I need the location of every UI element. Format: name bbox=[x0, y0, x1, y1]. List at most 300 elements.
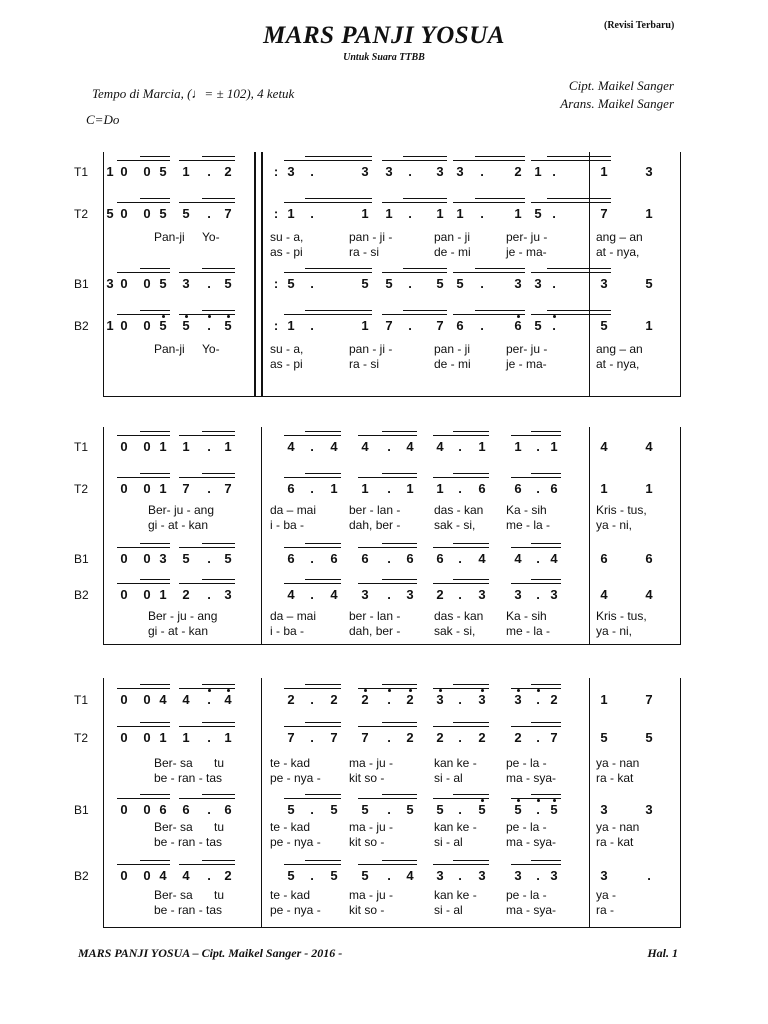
note: 6 bbox=[550, 481, 558, 496]
beam bbox=[284, 314, 372, 315]
note: 4 bbox=[287, 587, 295, 602]
note-row-b2 bbox=[104, 316, 682, 336]
beam bbox=[433, 547, 489, 548]
note: 0 bbox=[143, 551, 151, 566]
note: 2 bbox=[436, 587, 444, 602]
note: : bbox=[273, 276, 279, 291]
lyric-syllable: Pan-ji bbox=[154, 230, 185, 244]
beam bbox=[382, 860, 417, 861]
note: 7 bbox=[436, 318, 444, 333]
beam bbox=[202, 722, 235, 723]
beam bbox=[117, 864, 170, 865]
note: . bbox=[207, 439, 211, 454]
note: 3 bbox=[456, 164, 464, 179]
lyric-syllable: i - ba - bbox=[270, 624, 305, 638]
lyric-syllable: kit so - bbox=[349, 835, 385, 849]
note: 7 bbox=[600, 206, 608, 221]
note: 1 bbox=[645, 481, 653, 496]
note: 5 bbox=[514, 802, 522, 817]
note: . bbox=[458, 481, 462, 496]
beam bbox=[117, 547, 170, 548]
note: . bbox=[207, 692, 211, 707]
note: 2 bbox=[436, 730, 444, 745]
beam bbox=[433, 435, 489, 436]
lyric-syllable: kit so - bbox=[349, 771, 385, 785]
note: 3 bbox=[159, 551, 167, 566]
note: 0 bbox=[120, 164, 128, 179]
beam bbox=[531, 860, 561, 861]
note: 0 bbox=[120, 692, 128, 707]
note: 5 bbox=[478, 802, 486, 817]
note: 1 bbox=[330, 481, 338, 496]
part-label-t2: T2 bbox=[74, 207, 89, 221]
lyric-syllable: Ber- sa bbox=[154, 888, 193, 902]
beam bbox=[202, 684, 235, 685]
note: 2 bbox=[224, 164, 232, 179]
beam bbox=[453, 160, 525, 161]
beam bbox=[179, 726, 235, 727]
beam bbox=[453, 314, 525, 315]
beam bbox=[202, 860, 235, 861]
note: 5 bbox=[159, 276, 167, 291]
lyric-syllable: ra - kat bbox=[596, 835, 634, 849]
note: 1 bbox=[645, 318, 653, 333]
note: . bbox=[536, 587, 540, 602]
note: . bbox=[458, 868, 462, 883]
beam bbox=[453, 860, 489, 861]
beam bbox=[475, 310, 525, 311]
note: . bbox=[310, 164, 314, 179]
note: 3 bbox=[645, 164, 653, 179]
beam bbox=[140, 310, 170, 311]
beam bbox=[305, 579, 341, 580]
beam bbox=[284, 202, 372, 203]
note: . bbox=[207, 551, 211, 566]
note: 2 bbox=[478, 730, 486, 745]
beam bbox=[284, 726, 341, 727]
lyric-syllable: si - al bbox=[434, 835, 463, 849]
lyric-syllable: je - ma- bbox=[506, 245, 547, 259]
note: . bbox=[310, 587, 314, 602]
note: 7 bbox=[330, 730, 338, 745]
beam bbox=[531, 722, 561, 723]
page-number: Hal. 1 bbox=[647, 946, 678, 960]
note: 2 bbox=[514, 164, 522, 179]
note: 1 bbox=[182, 730, 190, 745]
beam bbox=[305, 794, 341, 795]
note: 4 bbox=[645, 439, 653, 454]
beam bbox=[453, 543, 489, 544]
beam bbox=[202, 579, 235, 580]
beam bbox=[179, 272, 235, 273]
note: 3 bbox=[361, 587, 369, 602]
note: . bbox=[552, 276, 556, 291]
lyric-syllable: kit so - bbox=[349, 903, 385, 917]
note: 3 bbox=[224, 587, 232, 602]
note: 0 bbox=[143, 868, 151, 883]
beam bbox=[140, 722, 170, 723]
song-title: MARS PANJI YOSUA bbox=[263, 22, 505, 49]
lyric-syllable: at - nya, bbox=[596, 357, 640, 371]
note: 3 bbox=[478, 868, 486, 883]
beam bbox=[284, 160, 372, 161]
note: 5 bbox=[645, 276, 653, 291]
lyric-syllable: ma - ju - bbox=[349, 888, 394, 902]
note: . bbox=[310, 206, 314, 221]
beam bbox=[475, 198, 525, 199]
beam bbox=[140, 579, 170, 580]
lyric-syllable: gi - at - kan bbox=[148, 624, 209, 638]
beam bbox=[475, 268, 525, 269]
beam bbox=[382, 722, 417, 723]
note: 1 bbox=[478, 439, 486, 454]
lyric-syllable: pe - nya - bbox=[270, 771, 321, 785]
note: 6 bbox=[514, 318, 522, 333]
note: 4 bbox=[182, 868, 190, 883]
beam bbox=[284, 583, 341, 584]
note: 1 bbox=[224, 439, 232, 454]
beam bbox=[511, 726, 561, 727]
beam bbox=[305, 156, 372, 157]
note: 2 bbox=[330, 692, 338, 707]
note: 0 bbox=[120, 481, 128, 496]
note: 1 bbox=[159, 730, 167, 745]
note: 0 bbox=[120, 276, 128, 291]
note: 1 bbox=[385, 206, 393, 221]
octave-dot bbox=[388, 689, 391, 692]
beam bbox=[305, 684, 341, 685]
beam bbox=[433, 864, 489, 865]
note: : bbox=[273, 164, 279, 179]
note-row-t1 bbox=[104, 437, 682, 457]
note: . bbox=[207, 587, 211, 602]
beam bbox=[117, 798, 170, 799]
beam bbox=[305, 722, 341, 723]
beam bbox=[358, 864, 417, 865]
note: 7 bbox=[361, 730, 369, 745]
beam bbox=[305, 198, 372, 199]
note: 0 bbox=[143, 439, 151, 454]
beam bbox=[305, 310, 372, 311]
beam bbox=[531, 160, 611, 161]
note: 5 bbox=[361, 802, 369, 817]
lyric-syllable: kan ke - bbox=[434, 820, 477, 834]
note: 4 bbox=[436, 439, 444, 454]
beam bbox=[475, 156, 525, 157]
note: 5 bbox=[182, 551, 190, 566]
note: . bbox=[536, 868, 540, 883]
note: 0 bbox=[143, 164, 151, 179]
lyric-syllable: ang – an bbox=[596, 342, 643, 356]
note: 2 bbox=[361, 692, 369, 707]
beam bbox=[453, 579, 489, 580]
note: . bbox=[408, 164, 412, 179]
barline bbox=[261, 427, 262, 645]
note: 1 bbox=[600, 692, 608, 707]
barline bbox=[589, 427, 590, 645]
note: 1 bbox=[406, 481, 414, 496]
song-subtitle: Untuk Suara TTBB bbox=[343, 52, 425, 63]
note: 4 bbox=[224, 692, 232, 707]
note: . bbox=[480, 318, 484, 333]
note: 3 bbox=[361, 164, 369, 179]
note-row-t2 bbox=[104, 728, 682, 748]
note: 5 bbox=[106, 206, 114, 221]
note: 6 bbox=[159, 802, 167, 817]
note: . bbox=[408, 206, 412, 221]
beam bbox=[511, 864, 561, 865]
note: . bbox=[536, 730, 540, 745]
note: 3 bbox=[600, 802, 608, 817]
tempo-marking: Tempo di Marcia, (♩= ± 102), 4 ketuk bbox=[92, 86, 295, 101]
note: 1 bbox=[361, 206, 369, 221]
note: 4 bbox=[550, 551, 558, 566]
octave-dot bbox=[481, 689, 484, 692]
note: 1 bbox=[159, 439, 167, 454]
note: . bbox=[310, 481, 314, 496]
note: 5 bbox=[456, 276, 464, 291]
note: . bbox=[536, 692, 540, 707]
beam bbox=[382, 794, 417, 795]
note: 3 bbox=[478, 587, 486, 602]
beam bbox=[531, 314, 611, 315]
beam bbox=[358, 726, 417, 727]
beam bbox=[531, 543, 561, 544]
note: 3 bbox=[436, 868, 444, 883]
beam bbox=[453, 473, 489, 474]
note: . bbox=[310, 276, 314, 291]
beam bbox=[202, 543, 235, 544]
lyric-syllable: be - ran - tas bbox=[154, 903, 223, 917]
note: . bbox=[310, 439, 314, 454]
lyric-syllable: be - ran - tas bbox=[154, 835, 223, 849]
beam bbox=[358, 435, 417, 436]
note: 3 bbox=[406, 587, 414, 602]
beam bbox=[140, 156, 170, 157]
lyric-syllable: pan - ji - bbox=[349, 230, 393, 244]
note: 5 bbox=[287, 276, 295, 291]
note: 4 bbox=[182, 692, 190, 707]
note: 5 bbox=[224, 318, 232, 333]
note: 1 bbox=[600, 481, 608, 496]
octave-dot bbox=[409, 689, 412, 692]
note: 6 bbox=[600, 551, 608, 566]
note: . bbox=[458, 551, 462, 566]
note: 7 bbox=[224, 481, 232, 496]
beam bbox=[202, 156, 235, 157]
octave-dot bbox=[208, 315, 211, 318]
note: 5 bbox=[534, 318, 542, 333]
note: . bbox=[458, 692, 462, 707]
note: 1 bbox=[645, 206, 653, 221]
beam bbox=[433, 477, 489, 478]
note: . bbox=[387, 692, 391, 707]
note: 7 bbox=[287, 730, 295, 745]
note: 1 bbox=[514, 206, 522, 221]
beam bbox=[140, 860, 170, 861]
note: 5 bbox=[436, 276, 444, 291]
beam bbox=[547, 310, 611, 311]
beam bbox=[202, 268, 235, 269]
note: 3 bbox=[514, 587, 522, 602]
note: 3 bbox=[436, 164, 444, 179]
score-system-3 bbox=[74, 678, 681, 928]
note: . bbox=[536, 439, 540, 454]
lyric-syllable: ma - ju - bbox=[349, 756, 394, 770]
note: 2 bbox=[406, 692, 414, 707]
beam bbox=[531, 794, 561, 795]
note: 3 bbox=[600, 868, 608, 883]
note: 1 bbox=[106, 318, 114, 333]
note: 0 bbox=[143, 587, 151, 602]
note: . bbox=[552, 318, 556, 333]
beam bbox=[453, 202, 525, 203]
part-label-b2: B2 bbox=[74, 588, 89, 602]
note: . bbox=[207, 276, 211, 291]
beam bbox=[305, 473, 341, 474]
lyric-syllable: Ka - sih bbox=[506, 503, 547, 517]
beam bbox=[140, 684, 170, 685]
note: 5 bbox=[159, 318, 167, 333]
note: . bbox=[207, 730, 211, 745]
note: . bbox=[458, 439, 462, 454]
lyric-syllable: ang – an bbox=[596, 230, 643, 244]
beam bbox=[382, 543, 417, 544]
beam bbox=[547, 268, 611, 269]
note: 5 bbox=[600, 730, 608, 745]
note: 6 bbox=[645, 551, 653, 566]
beam bbox=[202, 431, 235, 432]
note: . bbox=[387, 439, 391, 454]
lyric-syllable: ma - sya- bbox=[506, 903, 557, 917]
note: 1 bbox=[436, 481, 444, 496]
beam bbox=[531, 684, 561, 685]
beam bbox=[179, 435, 235, 436]
note: 1 bbox=[287, 318, 295, 333]
lyric-syllable: kan ke - bbox=[434, 888, 477, 902]
note: . bbox=[480, 206, 484, 221]
note: 1 bbox=[224, 730, 232, 745]
note: . bbox=[408, 276, 412, 291]
note: . bbox=[310, 318, 314, 333]
lyric-syllable: ra - bbox=[596, 903, 614, 917]
part-label-t1: T1 bbox=[74, 693, 89, 707]
beam bbox=[179, 864, 235, 865]
beam bbox=[453, 722, 489, 723]
note: 5 bbox=[287, 802, 295, 817]
lyric-syllable: tu bbox=[214, 888, 225, 902]
note: . bbox=[310, 868, 314, 883]
note: 6 bbox=[287, 551, 295, 566]
beam bbox=[358, 798, 417, 799]
note: . bbox=[480, 164, 484, 179]
note: . bbox=[387, 802, 391, 817]
note: 3 bbox=[534, 276, 542, 291]
note-row-t1 bbox=[104, 162, 682, 182]
beam bbox=[117, 688, 170, 689]
note: 1 bbox=[534, 164, 542, 179]
revision-note: (Revisi Terbaru) bbox=[604, 20, 675, 31]
note: 5 bbox=[361, 868, 369, 883]
note: . bbox=[647, 868, 651, 883]
lyric-syllable: Ber- sa bbox=[154, 756, 193, 770]
beam bbox=[284, 435, 341, 436]
note: . bbox=[458, 730, 462, 745]
note: 1 bbox=[287, 206, 295, 221]
note: 6 bbox=[514, 481, 522, 496]
note: 4 bbox=[600, 587, 608, 602]
lyric-syllable: dah, ber - bbox=[349, 518, 401, 532]
beam bbox=[531, 579, 561, 580]
note: 4 bbox=[287, 439, 295, 454]
beam bbox=[453, 794, 489, 795]
beam bbox=[140, 473, 170, 474]
note: 1 bbox=[361, 481, 369, 496]
beam bbox=[511, 583, 561, 584]
note: 5 bbox=[361, 276, 369, 291]
lyric-syllable: te - kad bbox=[270, 820, 311, 834]
note: 2 bbox=[406, 730, 414, 745]
note: 0 bbox=[120, 730, 128, 745]
lyric-syllable: Yo- bbox=[202, 230, 220, 244]
beam bbox=[547, 198, 611, 199]
note: . bbox=[387, 551, 391, 566]
footer-credit: MARS PANJI YOSUA – Cipt. Maikel Sanger - 2016 - bbox=[78, 946, 343, 960]
note: 6 bbox=[330, 551, 338, 566]
lyric-syllable: gi - at - kan bbox=[148, 518, 209, 532]
note: 3 bbox=[106, 276, 114, 291]
note: 6 bbox=[436, 551, 444, 566]
beam bbox=[511, 435, 561, 436]
note: 1 bbox=[159, 481, 167, 496]
octave-dot bbox=[162, 315, 165, 318]
lyric-syllable: ber - lan - bbox=[349, 609, 401, 623]
note: 5 bbox=[224, 551, 232, 566]
beam bbox=[305, 860, 341, 861]
note: . bbox=[387, 481, 391, 496]
octave-dot bbox=[553, 315, 556, 318]
note: 7 bbox=[550, 730, 558, 745]
octave-dot bbox=[517, 689, 520, 692]
note: 0 bbox=[143, 206, 151, 221]
note: 5 bbox=[224, 276, 232, 291]
note: . bbox=[387, 868, 391, 883]
lyric-syllable: pan - ji bbox=[434, 342, 471, 356]
note: . bbox=[480, 276, 484, 291]
lyric-syllable: su - a, bbox=[270, 342, 304, 356]
octave-dot bbox=[439, 689, 442, 692]
beam bbox=[284, 798, 341, 799]
note: 1 bbox=[182, 439, 190, 454]
beam bbox=[531, 272, 611, 273]
note: 5 bbox=[159, 206, 167, 221]
note: 5 bbox=[287, 868, 295, 883]
note-row-t2 bbox=[104, 479, 682, 499]
note: 4 bbox=[159, 868, 167, 883]
note-row-b1 bbox=[104, 549, 682, 569]
note: 5 bbox=[550, 802, 558, 817]
note: : bbox=[273, 318, 279, 333]
note: 2 bbox=[224, 868, 232, 883]
beam bbox=[140, 431, 170, 432]
lyric-syllable: pan - ji - bbox=[349, 342, 393, 356]
note: 3 bbox=[385, 164, 393, 179]
note: . bbox=[310, 802, 314, 817]
note: 0 bbox=[120, 439, 128, 454]
note: 0 bbox=[120, 868, 128, 883]
note: 1 bbox=[600, 164, 608, 179]
lyric-syllable: per- ju - bbox=[506, 230, 548, 244]
